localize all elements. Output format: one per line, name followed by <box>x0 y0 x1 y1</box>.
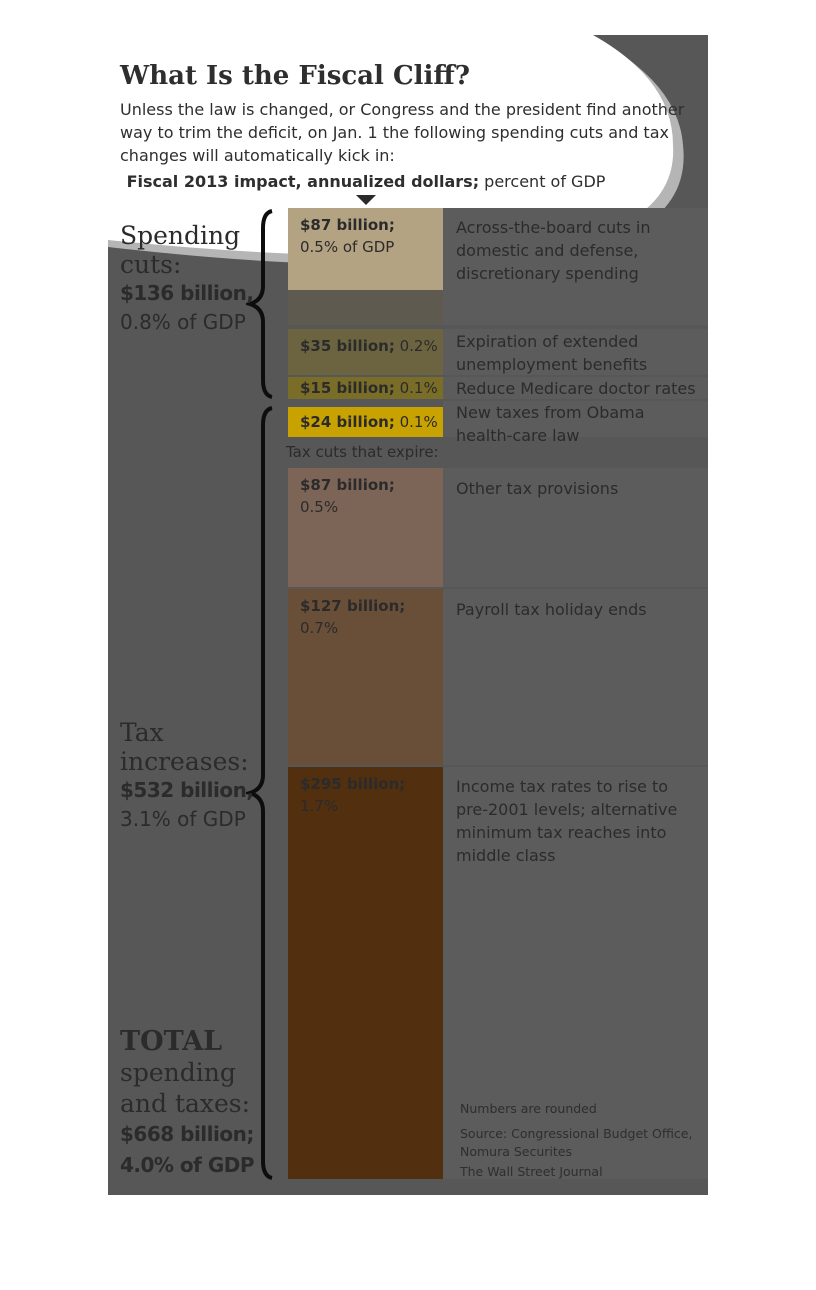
bar-amount-label: $87 billion; <box>300 216 395 234</box>
tax-title-line2: increases: <box>120 747 249 776</box>
tax-increases-label <box>120 718 253 834</box>
credit-note: The Wall Street Journal <box>460 1164 603 1179</box>
tax-total-pct: 3.1% of GDP <box>120 807 246 831</box>
bar-medicare <box>288 377 443 399</box>
desc-unemployment: Expiration of extended unemployment benefits <box>456 332 648 374</box>
down-arrow-icon <box>356 195 376 205</box>
total-line3: and taxes: <box>120 1089 251 1118</box>
spending-title-line2: cuts: <box>120 250 182 279</box>
tax-total-amount: $532 billion, <box>120 778 254 802</box>
infographic-panel <box>108 35 708 1195</box>
bar-amount-label: $15 billion; <box>300 379 395 397</box>
desc-medicare: Reduce Medicare doctor rates <box>456 379 696 398</box>
bar-pct-label: 0.5% of GDP <box>300 238 395 256</box>
impact-caption-bold: Fiscal 2013 impact, annualized dollars; <box>126 172 480 191</box>
bar-pct-label: 0.1% <box>399 413 438 431</box>
desc-other-tax: Other tax provisions <box>456 479 619 498</box>
bar-amount-label: $295 billion; <box>300 775 406 793</box>
bar-fill-shadow <box>288 290 443 325</box>
bar-payroll <box>288 589 443 765</box>
tax-title-line1: Tax <box>120 718 164 747</box>
desc-payroll: Payroll tax holiday ends <box>456 600 647 619</box>
spending-title-line1: Spending <box>120 221 241 250</box>
spending-cuts-label <box>120 221 253 337</box>
desc-across-the-board: Across-the-board cuts in domestic and defense, discretionary spending <box>456 218 651 283</box>
bar-amount-label: $35 billion; <box>300 337 395 355</box>
total-amount: $668 billion; <box>120 1122 254 1146</box>
bar-pct-label: 0.5% <box>300 498 339 516</box>
bar-other-tax <box>288 468 443 587</box>
impact-caption <box>108 172 624 191</box>
spending-total-amount: $136 billion, <box>120 281 254 305</box>
total-line2: spending <box>120 1058 236 1087</box>
desc-income-tax: Income tax rates to rise to pre-2001 levels; alternative minimum tax reaches into middle class <box>456 777 678 865</box>
bar-health-care-law <box>288 407 443 437</box>
bar-income-tax <box>288 767 443 1179</box>
tax-cuts-expire-label: Tax cuts that expire: <box>286 443 439 461</box>
impact-caption-rest: percent of GDP <box>479 172 606 191</box>
bar-pct-label: 0.7% <box>300 619 339 637</box>
bar-pct-label: 0.1% <box>399 379 438 397</box>
desc-health-care-law: New taxes from Obama health-care law <box>456 403 645 445</box>
intro-text: Unless the law is changed, or Congress and the president find another way to trim the deficit, on Jan. 1 the following spending cuts and tax changes will automatically kick in: <box>120 100 685 165</box>
total-line1: TOTAL <box>120 1026 223 1057</box>
rounded-note: Numbers are rounded <box>460 1101 597 1116</box>
bar-pct-label: 0.2% <box>399 337 438 355</box>
page-title: What Is the Fiscal Cliff? <box>120 61 470 91</box>
total-pct: 4.0% of GDP <box>120 1153 255 1177</box>
spending-total-pct: 0.8% of GDP <box>120 310 246 334</box>
bar-pct-label: 1.7% <box>300 797 339 815</box>
bar-amount-label: $87 billion; <box>300 476 395 494</box>
bar-amount-label: $127 billion; <box>300 597 406 615</box>
bar-unemployment <box>288 329 443 375</box>
source-note: Source: Congressional Budget Office, Nomura Securites <box>460 1126 693 1159</box>
bar-amount-label: $24 billion; <box>300 413 395 431</box>
bar-across-the-board <box>288 208 443 325</box>
total-label <box>120 1026 254 1181</box>
